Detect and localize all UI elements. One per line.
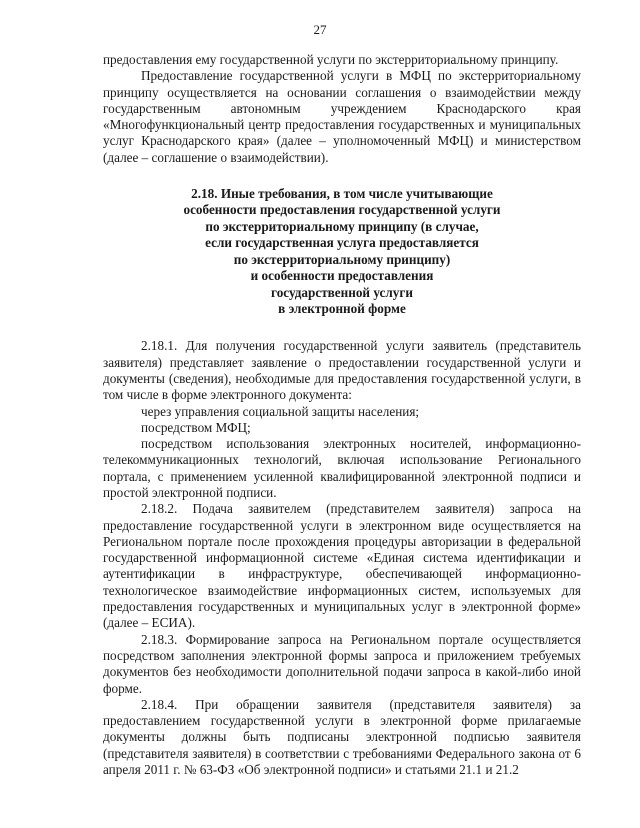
list-item-social-protection: через управления социальной защиты населения; xyxy=(141,403,420,419)
paragraph-continuation: предоставления ему государственной услуги по экстерриториальному принципу. xyxy=(103,52,559,67)
heading-line: по экстерриториальному принципу (в случае, xyxy=(205,218,479,234)
paragraph-mfc-agreement: Предоставление государственной услуги в МФЦ по экстерриториальному принципу осуществляется на основании соглашения о взаимодействии между государственным автономным учреждением Краснодарского края «Многофункциональный центр предоставления государственных и муниципальных услуг Краснодарского края» (далее – уполномоченный МФЦ) и министерством (далее – соглашение о взаимодействии). xyxy=(103,68,581,165)
heading-line: 2.18. Иные требования, в том числе учитывающие xyxy=(191,186,493,202)
paragraph-2-18-4: 2.18.4. При обращении заявителя (представителя заявителя) за предоставлением государственной услуги в электронной форме прилагаемые документы должны быть подписаны электронной подписью заявителя (представителя заявителя) в соответствии с требованиями Федерального закона от 6 апреля 2011 г. № 63-ФЗ «Об электронной подписи» и статьями 21.1 и 21.2 xyxy=(103,696,581,778)
paragraph-2-18-2: 2.18.2. Подача заявителем (представителем заявителя) запроса на предоставление государственной услуги в электронном виде осуществляется на Региональном портале после прохождения процедуры авторизации в федеральной государственной информационной системе «Единая система идентификации и аутентификации в инфраструктуре, обеспечивающей информационно-технологическое взаимодействие информационных систем, используемых для предоставления государственных и муниципальных услуг в электронной форме» (далее – ЕСИА). xyxy=(103,501,581,631)
heading-line: и особенности предоставления xyxy=(250,268,434,284)
list-item-mfc: посредством МФЦ; xyxy=(141,419,251,435)
heading-line: государственной услуги xyxy=(271,284,413,300)
heading-line: в электронной форме xyxy=(278,300,406,316)
heading-line: если государственная услуга предоставляется xyxy=(205,235,479,251)
paragraph-2-18-1: 2.18.1. Для получения государственной услуги заявитель (представитель заявителя) представляет заявление о предоставлении государственной услуги и документы (сведения), необходимые для предоставления государственной услуги, в том числе в форме электронного документа: xyxy=(103,338,581,403)
list-item-electronic-media: посредством использования электронных носителей, информационно-телекоммуникационных технологий, включая использование Регионального портала, с применением усиленной квалифицированной электронной подписи и простой электронной подписи. xyxy=(103,436,581,500)
section-heading xyxy=(103,186,581,317)
paragraph-2-18-3: 2.18.3. Формирование запроса на Региональном портале осуществляется посредством заполнения электронной формы запроса и приложением требуемых документов без необходимости дополнительной подачи запроса в какой-либо иной форме. xyxy=(103,631,581,696)
heading-line: по экстерриториальному принципу) xyxy=(233,251,451,267)
page-number: 27 xyxy=(313,22,327,37)
heading-line: особенности предоставления государственной услуги xyxy=(183,202,501,218)
page-content xyxy=(103,52,581,778)
